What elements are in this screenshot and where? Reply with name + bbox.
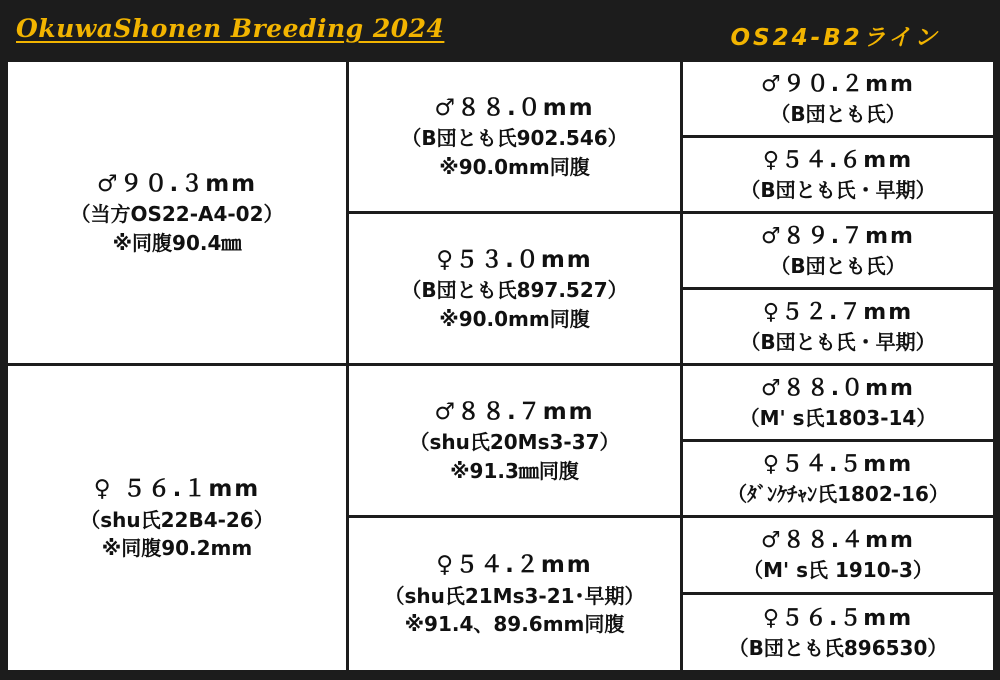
ancestor-source: （ﾀﾞﾝｹﾁｬﾝ氏1802-16） (727, 481, 949, 506)
grandparent-source: （B団とも氏902.546） (401, 126, 628, 151)
ancestor-size: ♂９０.２mm (761, 71, 915, 97)
ancestor-size: ♂８９.７mm (761, 223, 915, 249)
ancestor-size: ♂８８.０mm (761, 375, 915, 401)
ancestor-size: ♀５６.５mm (762, 605, 914, 631)
grandparent-note: ※91.4、89.6mm同腹 (404, 612, 625, 637)
ancestor-cell (683, 62, 993, 135)
parent-source: （当方OS22-A4-02） (70, 202, 284, 227)
ancestor-cell (683, 214, 993, 287)
grandparent-cell (349, 62, 680, 211)
ancestor-cell (683, 518, 993, 592)
ancestor-cell (683, 138, 993, 211)
brand-title: OkuwaShonen Breeding 2024 (16, 14, 445, 43)
header-bar (0, 0, 1000, 62)
parent-size: ♀ ５６.１mm (93, 476, 261, 503)
ancestor-source: （B団とも氏・早期） (740, 177, 936, 202)
pedigree-table (8, 62, 993, 674)
parent-note: ※同腹90.2mm (101, 536, 253, 561)
ancestor-cell (683, 366, 993, 439)
ancestor-cell (683, 442, 993, 515)
grandparent-source: （B団とも氏897.527） (401, 278, 628, 303)
parent-cell-dam (8, 366, 346, 670)
ancestor-source: （M' s氏1803-14） (739, 405, 937, 430)
ancestor-source: （B団とも氏・早期） (740, 329, 936, 354)
ancestor-size: ♀５２.７mm (762, 299, 914, 325)
grandparent-cell (349, 214, 680, 363)
ancestor-size: ♀５４.５mm (762, 451, 914, 477)
ancestor-cell (683, 290, 993, 363)
ancestor-source: （B団とも氏896530） (728, 635, 948, 660)
grandparent-note: ※90.0mm同腹 (439, 306, 590, 331)
grandparent-size: ♀５４.２mm (436, 552, 593, 579)
grandparent-cell (349, 518, 680, 670)
grandparent-cell (349, 366, 680, 515)
parent-cell-sire (8, 62, 346, 363)
line-title: OS24-B2ライン (730, 25, 940, 51)
grandparent-source: （shu氏20Ms3-37） (409, 430, 620, 455)
ancestor-source: （B団とも氏） (770, 253, 906, 278)
ancestor-source: （B団とも氏） (770, 101, 906, 126)
parent-note: ※同腹90.4㎜ (112, 230, 242, 255)
ancestor-cell (683, 595, 993, 670)
grandparent-source: （shu氏21Ms3-21･早期） (384, 583, 645, 608)
grandparent-size: ♂８８.０mm (434, 94, 595, 121)
grandparent-note: ※91.3㎜同腹 (450, 458, 579, 483)
ancestor-size: ♀５４.６mm (762, 147, 914, 173)
ancestor-size: ♂８８.４mm (761, 528, 915, 554)
parent-size: ♂９０.３mm (96, 170, 258, 197)
grandparent-size: ♀５３.０mm (436, 246, 593, 273)
ancestor-source: （M' s氏 1910-3） (743, 558, 933, 583)
grandparent-size: ♂８８.７mm (434, 398, 595, 425)
parent-source: （shu氏22B4-26） (80, 507, 274, 532)
grandparent-note: ※90.0mm同腹 (439, 154, 590, 179)
